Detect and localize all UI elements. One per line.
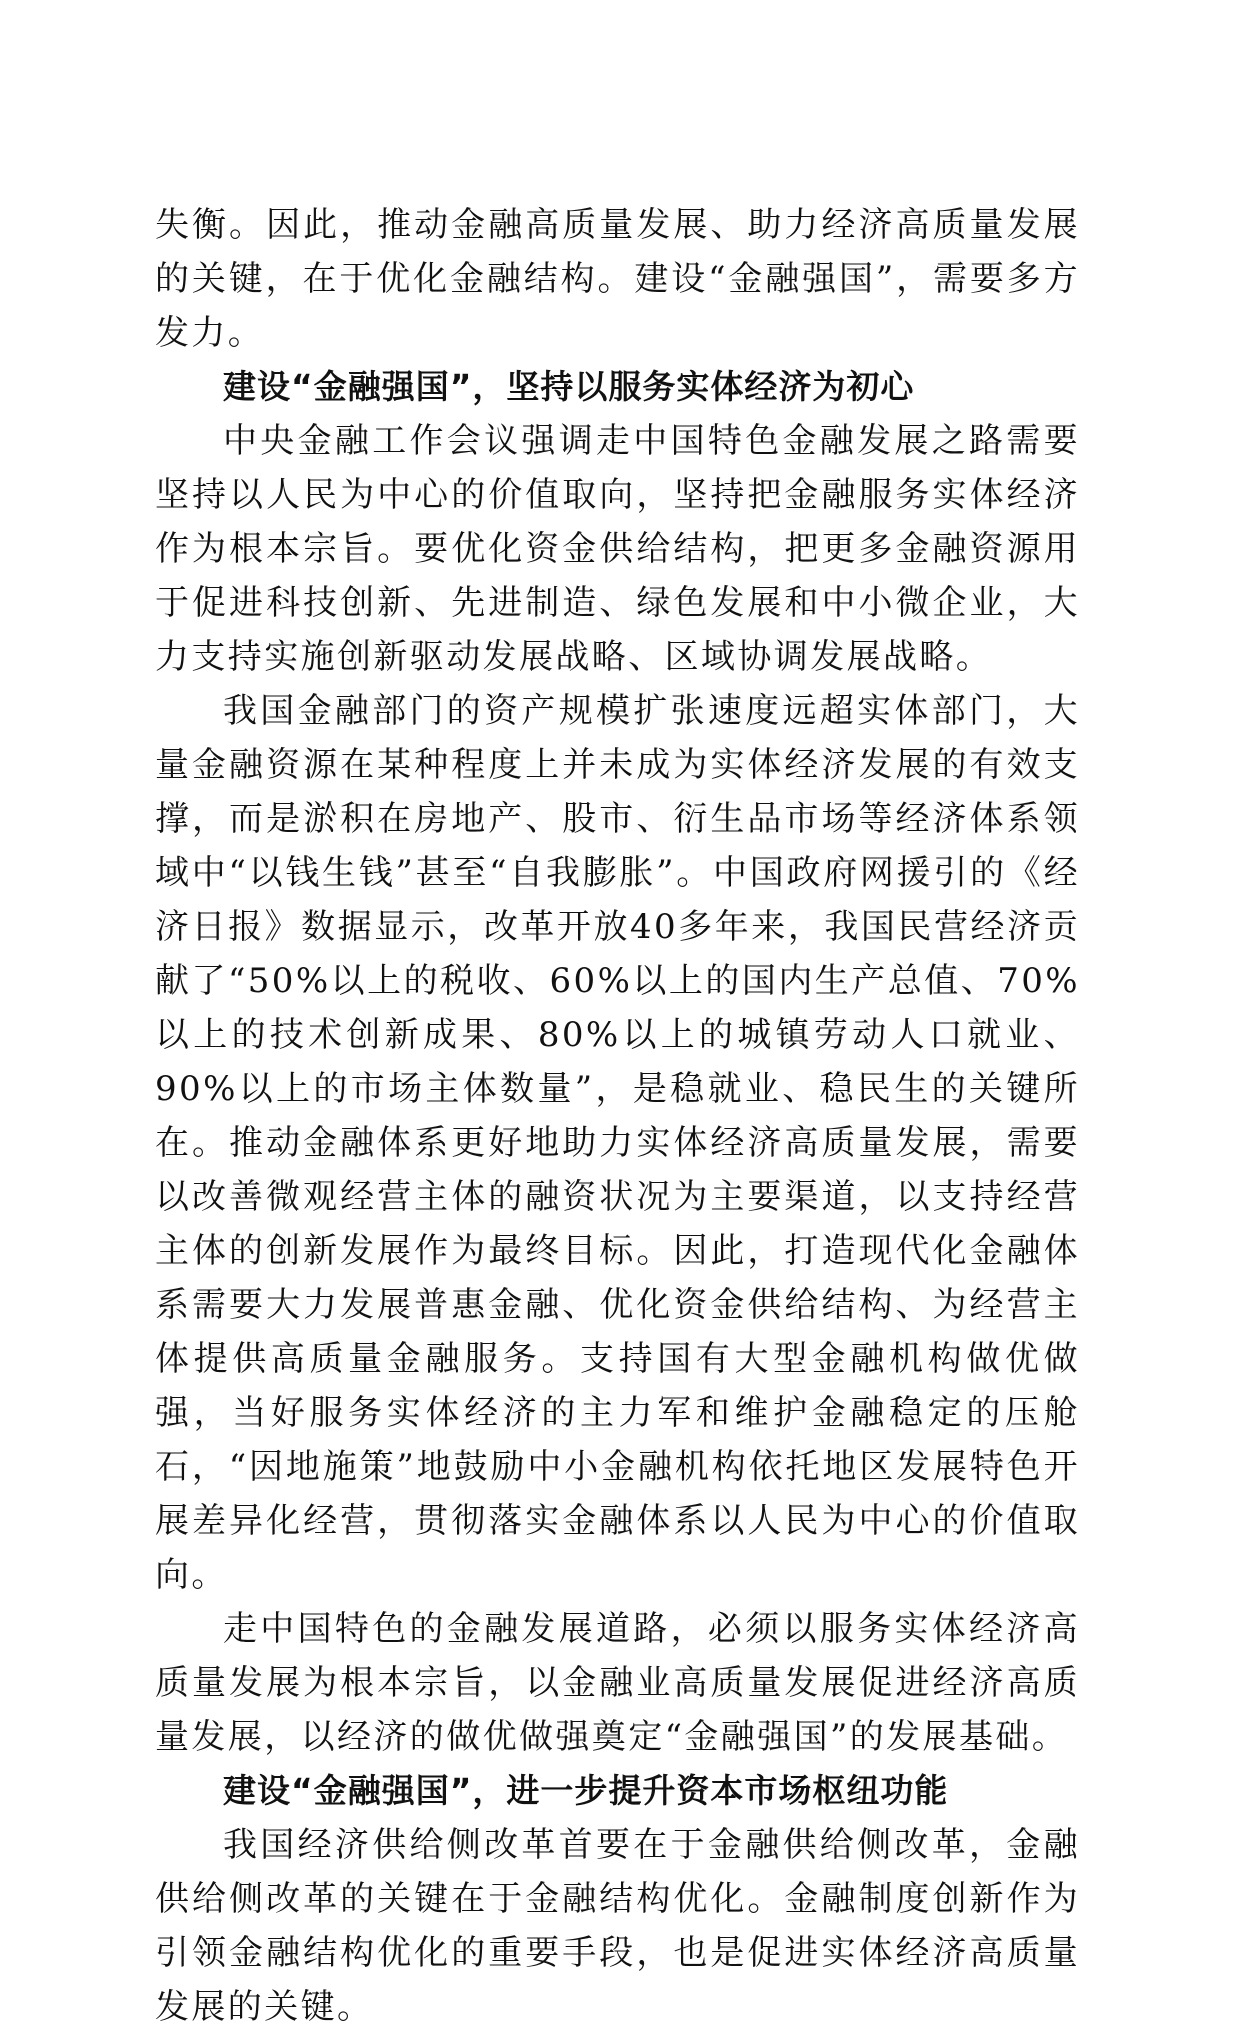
section-heading-real-economy: 建设“金融强国”，坚持以服务实体经济为初心: [223, 367, 915, 406]
paragraph-chinese-characteristics-path: 走中国特色的金融发展道路，必须以服务实体经济高质量发展为根本宗旨，以金融业高质量发展促进经济高质量发展，以经济的做优做强奠定“金融强国”的发展基础。: [155, 1609, 1080, 1757]
section-heading-capital-market: 建设“金融强国”，进一步提升资本市场枢纽功能: [223, 1771, 949, 1810]
paragraph-continuation: 失衡。因此，推动金融高质量发展、助力经济高质量发展的关键，在于优化金融结构。建设“金融强国”，需要多方发力。: [155, 205, 1080, 353]
document-body: [155, 198, 1080, 2034]
paragraph-supply-side-reform: 我国经济供给侧改革首要在于金融供给侧改革，金融供给侧改革的关键在于金融结构优化。金融制度创新作为引领金融结构优化的重要手段，也是促进实体经济高质量发展的关键。: [155, 1825, 1080, 2027]
paragraph-central-financial-conference: 中央金融工作会议强调走中国特色金融发展之路需要坚持以人民为中心的价值取向，坚持把金融服务实体经济作为根本宗旨。要优化资金供给结构，把更多金融资源用于促进科技创新、先进制造、绿色发展和中小微企业，大力支持实施创新驱动发展战略、区域协调发展战略。: [155, 421, 1080, 677]
paragraph-financial-sector-expansion: 我国金融部门的资产规模扩张速度远超实体部门，大量金融资源在某种程度上并未成为实体经济发展的有效支撑，而是淤积在房地产、股市、衍生品市场等经济体系领域中“以钱生钱”甚至“自我膨胀”。中国政府网援引的《经济日报》数据显示，改革开放40多年来，我国民营经济贡献了“50%以上的税收、60%以上的国内生产总值、70%以上的技术创新成果、80%以上的城镇劳动人口就业、90%以上的市场主体数量”，是稳就业、稳民生的关键所在。推动金融体系更好地助力实体经济高质量发展，需要以改善微观经营主体的融资状况为主要渠道，以支持经营主体的创新发展作为最终目标。因此，打造现代化金融体系需要大力发展普惠金融、优化资金供给结构、为经营主体提供高质量金融服务。支持国有大型金融机构做优做强，当好服务实体经济的主力军和维护金融稳定的压舱石，“因地施策”地鼓励中小金融机构依托地区发展特色开展差异化经营，贯彻落实金融体系以人民为中心的价值取向。: [155, 691, 1080, 1595]
